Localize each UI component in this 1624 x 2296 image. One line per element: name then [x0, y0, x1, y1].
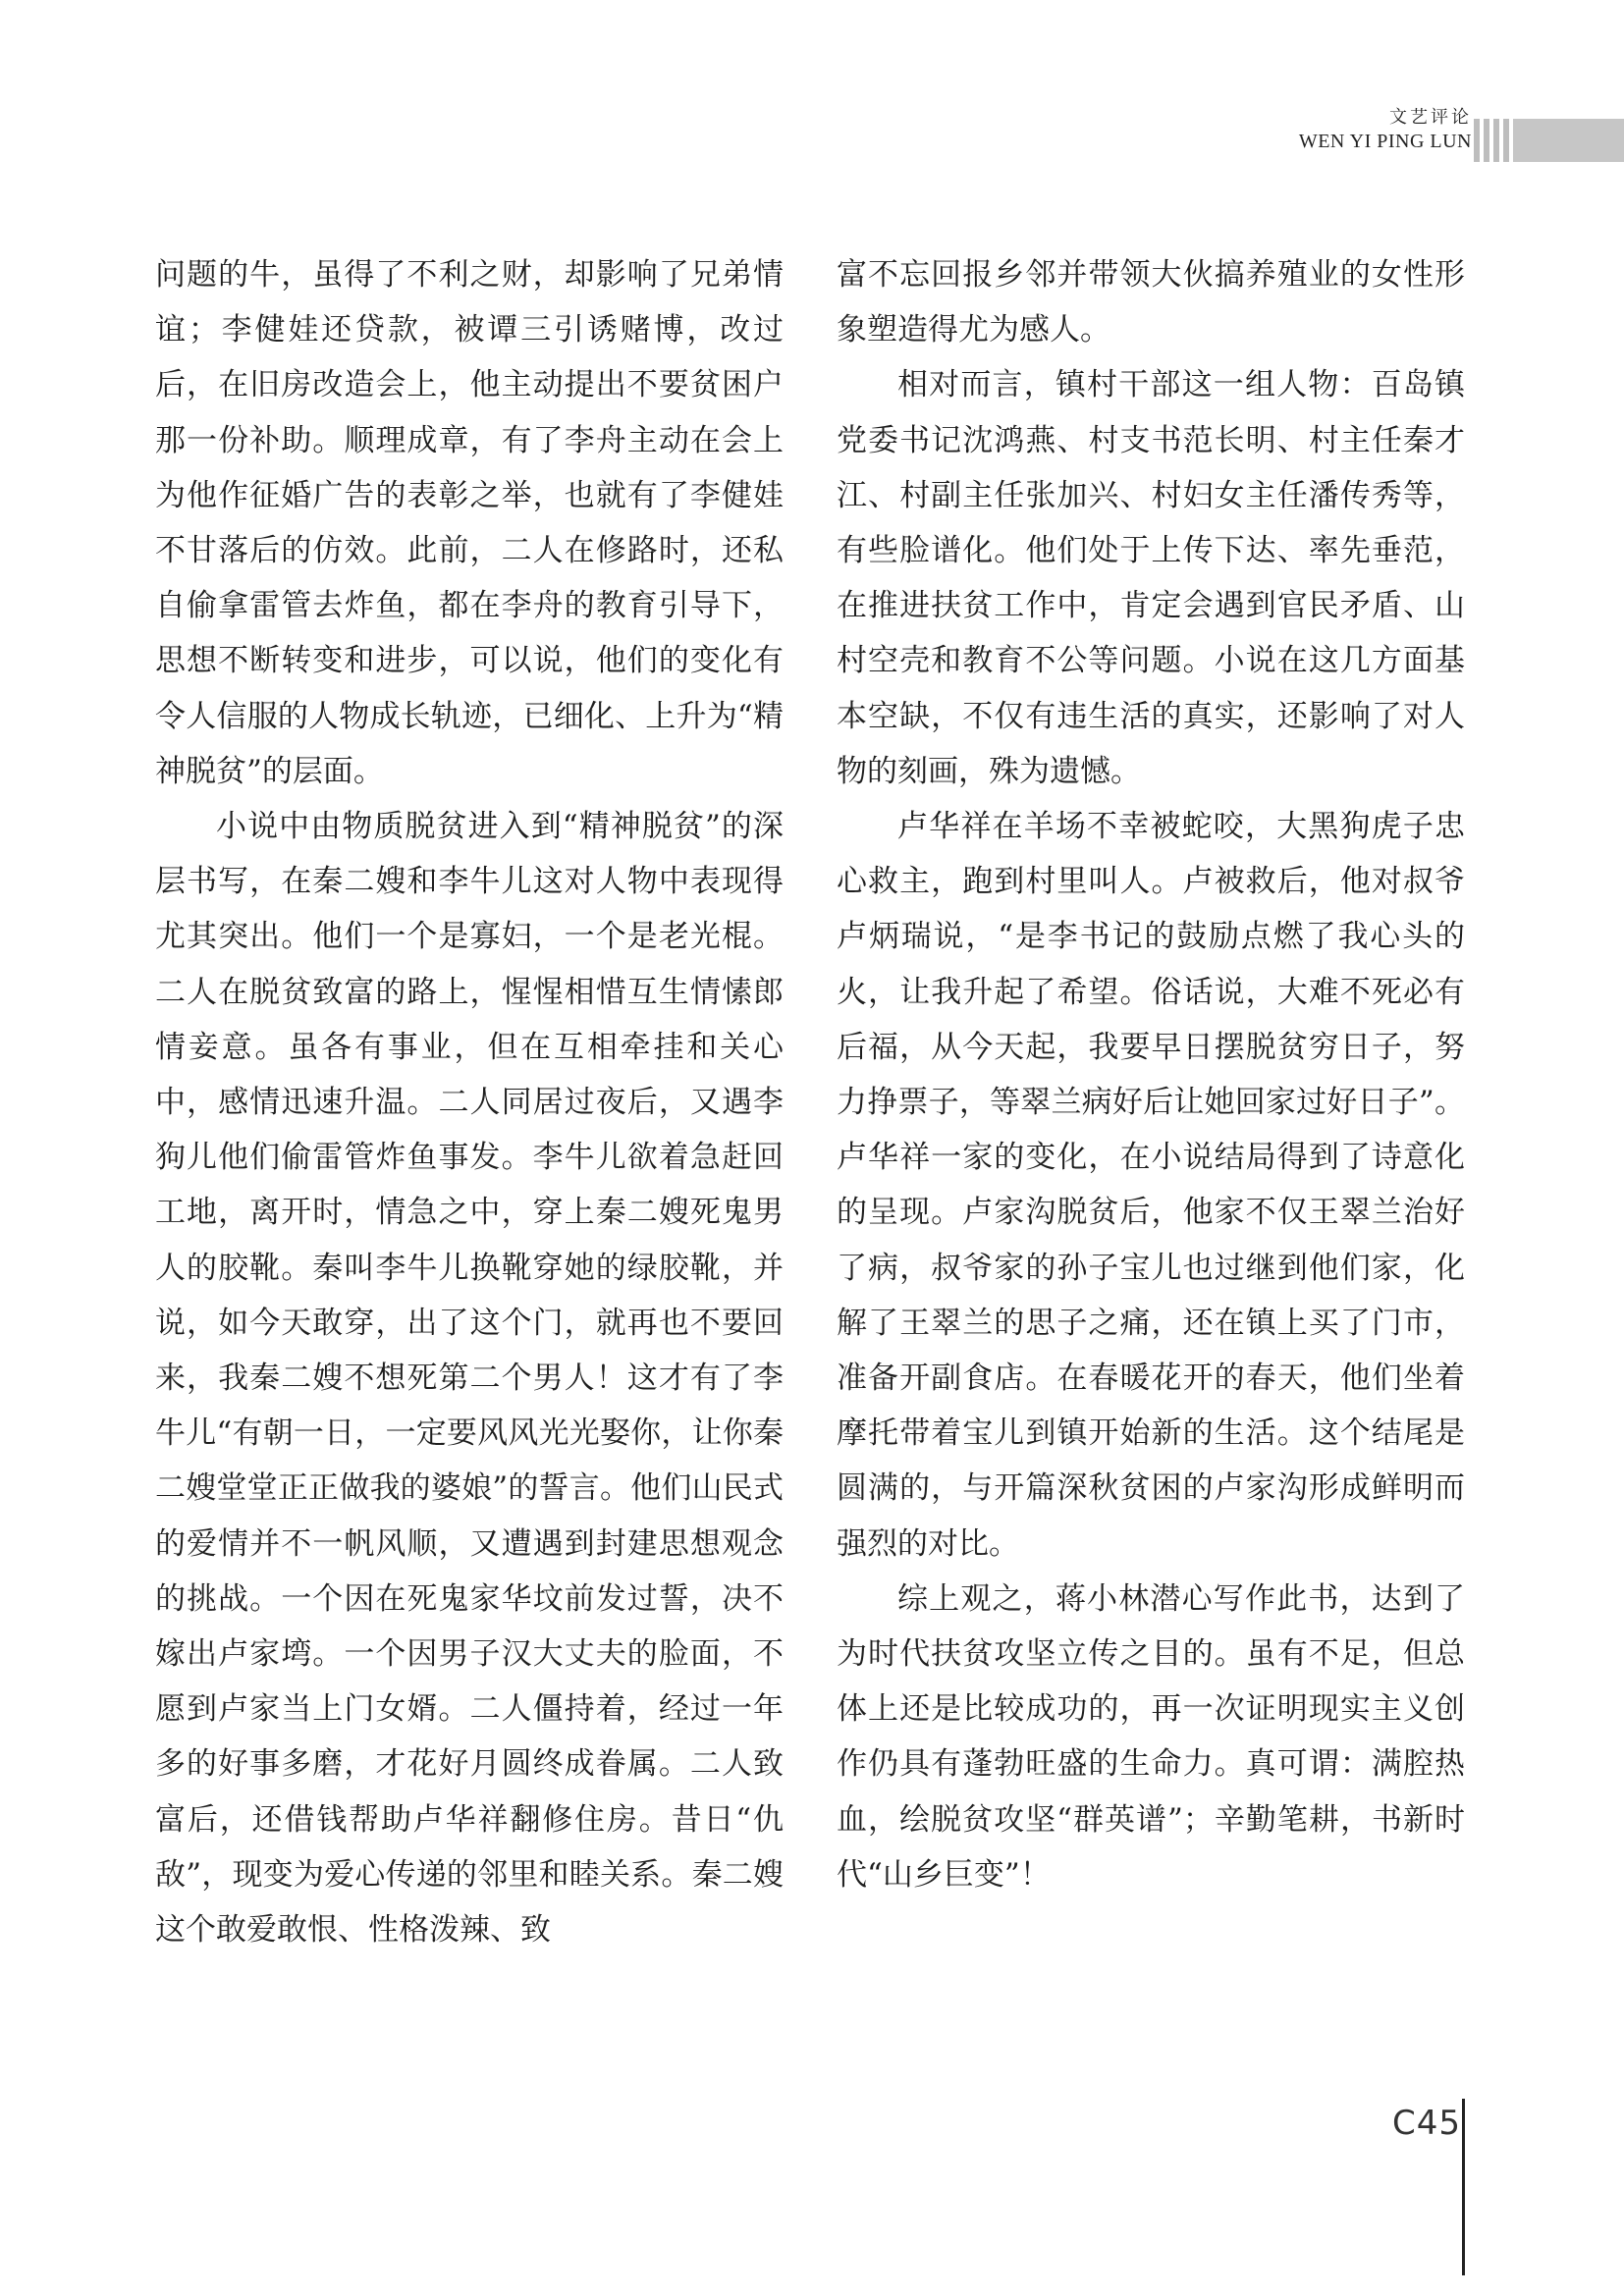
header-bar	[1474, 119, 1480, 162]
article-column-left	[155, 247, 784, 1957]
header-text	[1299, 106, 1472, 153]
paragraph: 小说中由物质脱贫进入到“精神脱贫”的深层书写，在秦二嫂和李牛儿这对人物中表现得尤其突出。他们一个是寡妇，一个是老光棍。二人在脱贫致富的路上，惺惺相惜互生情愫郎情妾意。虽各有事业，但在互相牵挂和关心中，感情迅速升温。二人同居过夜后，又遇李狗儿他们偷雷管炸鱼事发。李牛儿欲着急赶回工地，离开时，情急之中，穿上秦二嫂死鬼男人的胶靴。秦叫李牛儿换靴穿她的绿胶靴，并说，如今天敢穿，出了这个门，就再也不要回来，我秦二嫂不想死第二个男人！这才有了李牛儿“有朝一日，一定要风风光光娶你，让你秦二嫂堂堂正正做我的婆娘”的誓言。他们山民式的爱情并不一帆风顺，又遭遇到封建思想观念的挑战。一个因在死鬼家华坟前发过誓，决不嫁出卢家塆。一个因男子汉大丈夫的脸面，不愿到卢家当上门女婿。二人僵持着，经过一年多的好事多磨，才花好月圆终成眷属。二人致富后，还借钱帮助卢华祥翻修住房。昔日“仇敌”，现变为爱心传递的邻里和睦关系。秦二嫂这个敢爱敢恨、性格泼辣、致	[155, 809, 784, 1949]
header-bar	[1513, 119, 1624, 162]
header-bar	[1493, 119, 1499, 162]
article-column-right	[837, 247, 1465, 1902]
header-bar	[1503, 119, 1509, 162]
paragraph: 综上观之，蒋小林潜心写作此书，达到了为时代扶贫攻坚立传之目的。虽有不足，但总体上还是比较成功的，再一次证明现实主义创作仍具有蓬勃旺盛的生命力。真可谓：满腔热血，绘脱贫攻坚“群英谱”；辛勤笔耕，书新时代“山乡巨变”！	[837, 1580, 1465, 1893]
paragraph: 卢华祥在羊场不幸被蛇咬，大黑狗虎子忠心救主，跑到村里叫人。卢被救后，他对叔爷卢炳瑞说，“是李书记的鼓励点燃了我心头的火，让我升起了希望。俗话说，大难不死必有后福，从今天起，我要早日摆脱贫穷日子，努力挣票子，等翠兰病好后让她回家过好日子”。卢华祥一家的变化，在小说结局得到了诗意化的呈现。卢家沟脱贫后，他家不仅王翠兰治好了病，叔爷家的孙子宝儿也过继到他们家，化解了王翠兰的思子之痛，还在镇上买了门市，准备开副食店。在春暖花开的春天，他们坐着摩托带着宝儿到镇开始新的生活。这个结尾是圆满的，与开篇深秋贫困的卢家沟形成鲜明而强烈的对比。	[837, 809, 1465, 1562]
page-number: C45	[1392, 2104, 1462, 2143]
paragraph: 问题的牛，虽得了不利之财，却影响了兄弟情谊；李健娃还贷款，被谭三引诱赌博，改过后，在旧房改造会上，他主动提出不要贫困户那一份补助。顺理成章，有了李舟主动在会上为他作征婚广告的表彰之举，也就有了李健娃不甘落后的仿效。此前，二人在修路时，还私自偷拿雷管去炸鱼，都在李舟的教育引导下，思想不断转变和进步，可以说，他们的变化有令人信服的人物成长轨迹，已细化、上升为“精神脱贫”的层面。	[155, 257, 784, 789]
paragraph: 富不忘回报乡邻并带领大伙搞养殖业的女性形象塑造得尤为感人。	[837, 257, 1465, 348]
section-title: 文艺评论	[1389, 107, 1472, 128]
page-number-rule	[1462, 2099, 1465, 2275]
paragraph: 相对而言，镇村干部这一组人物：百岛镇党委书记沈鸿燕、村支书范长明、村主任秦才江、村副主任张加兴、村妇女主任潘传秀等，有些脸谱化。他们处于上传下达、率先垂范，在推进扶贫工作中，肯定会遇到官民矛盾、山村空壳和教育不公等问题。小说在这几方面基本空缺，不仅有违生活的真实，还影响了对人物的刻画，殊为遗憾。	[837, 367, 1465, 789]
header-bar	[1484, 119, 1489, 162]
section-subtitle: WEN YI PING LUN	[1298, 131, 1472, 152]
